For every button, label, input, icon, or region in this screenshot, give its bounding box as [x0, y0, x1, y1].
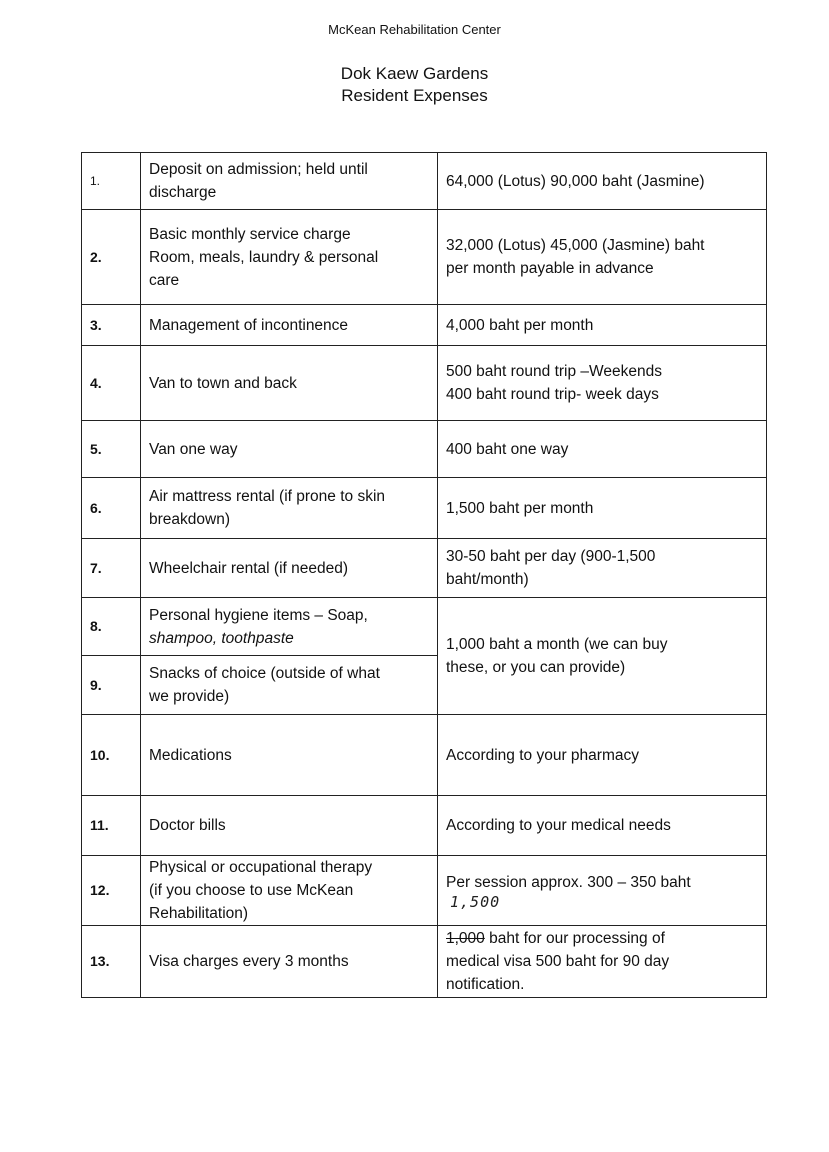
row-description: Deposit on admission; held until discharge	[141, 153, 438, 210]
row-description: Snacks of choice (outside of what we provide)	[141, 656, 438, 715]
row-number: 4.	[82, 346, 141, 421]
row-number: 1.	[82, 153, 141, 210]
row-cost: 32,000 (Lotus) 45,000 (Jasmine) baht per month payable in advance	[438, 210, 767, 305]
row-number: 6.	[82, 478, 141, 539]
table-row	[82, 856, 767, 926]
table-row	[82, 153, 767, 210]
row-cost: 400 baht one way	[438, 421, 767, 478]
row-description: Visa charges every 3 months	[141, 926, 438, 998]
handwritten-visa-amount: 1,500	[450, 893, 501, 911]
row-description: Basic monthly service charge Room, meals, laundry & personal care	[141, 210, 438, 305]
row-description: Wheelchair rental (if needed)	[141, 539, 438, 598]
table-row	[82, 210, 767, 305]
row-number: 5.	[82, 421, 141, 478]
row-number: 13.	[82, 926, 141, 998]
table-row	[82, 598, 767, 656]
title-line-2: Resident Expenses	[341, 86, 488, 105]
row-number: 3.	[82, 305, 141, 346]
row-cost: 30-50 baht per day (900-1,500 baht/month)	[438, 539, 767, 598]
row-cost: 1,500 baht per month	[438, 478, 767, 539]
row-description: Doctor bills	[141, 796, 438, 856]
row-number: 11.	[82, 796, 141, 856]
row-number: 8.	[82, 598, 141, 656]
row-number: 7.	[82, 539, 141, 598]
shared-cost-8-9: 1,000 baht a month (we can buy these, or you can provide)	[438, 598, 767, 715]
row-number: 12.	[82, 856, 141, 926]
table-row	[82, 305, 767, 346]
row-cost: 1,000 baht for our processing of medical visa 500 baht for 90 day notification.	[438, 926, 767, 998]
title-line-1: Dok Kaew Gardens	[340, 64, 489, 83]
organization-name: McKean Rehabilitation Center	[328, 22, 501, 37]
table-row	[82, 926, 767, 998]
row-description: Personal hygiene items – Soap, shampoo, toothpaste	[141, 598, 438, 656]
row-cost: 500 baht round trip –Weekends 400 baht round trip- week days	[438, 346, 767, 421]
row-cost: According to your medical needs	[438, 796, 767, 856]
row-description: Van to town and back	[141, 346, 438, 421]
row-description: Management of incontinence	[141, 305, 438, 346]
row-cost: 64,000 (Lotus) 90,000 baht (Jasmine)	[438, 153, 767, 210]
table-row	[82, 346, 767, 421]
struck-visa-amount: 1,000	[446, 930, 485, 947]
table-row	[82, 796, 767, 856]
page-title	[0, 63, 829, 107]
row-description: Physical or occupational therapy (if you choose to use McKean Rehabilitation)	[141, 856, 438, 926]
row-number: 9.	[82, 656, 141, 715]
row-cost: According to your pharmacy	[438, 715, 767, 796]
row-number: 10.	[82, 715, 141, 796]
table-row	[82, 539, 767, 598]
table-row	[82, 421, 767, 478]
table-row	[82, 715, 767, 796]
row-description: Van one way	[141, 421, 438, 478]
expenses-table	[81, 152, 767, 998]
table-row	[82, 478, 767, 539]
row-description: Medications	[141, 715, 438, 796]
row-cost: 4,000 baht per month	[438, 305, 767, 346]
row-cost: Per session approx. 300 – 350 baht 1,500	[438, 856, 767, 926]
row-description: Air mattress rental (if prone to skin breakdown)	[141, 478, 438, 539]
row-number: 2.	[82, 210, 141, 305]
